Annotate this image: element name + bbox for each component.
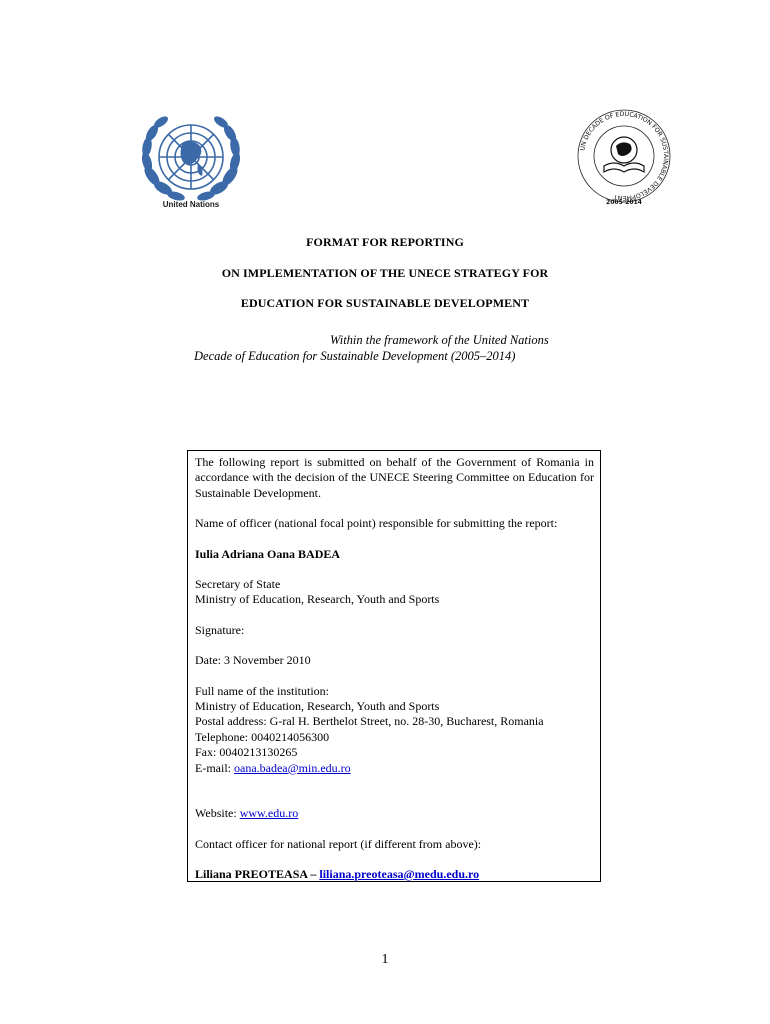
institution-name: Ministry of Education, Research, Youth and Sports [195, 699, 440, 714]
desd-years: 2005-2014 [606, 199, 642, 206]
svg-text:UN DECADE OF EDUCATION FOR SUS [579, 111, 669, 201]
desd-ring-text: UN DECADE OF EDUCATION FOR SUSTAINABLE DEVELOPMENT [579, 110, 670, 202]
telephone: Telephone: 0040214056300 [195, 729, 330, 744]
framework-line-2: Decade of Education for Sustainable Development (2005–2014) [194, 349, 516, 363]
institution-label: Full name of the institution: [195, 683, 329, 698]
un-logo-label: United Nations [162, 200, 220, 209]
report-info-box [187, 450, 601, 882]
page-number: 1 [381, 952, 389, 967]
email-label: E-mail: [195, 760, 234, 775]
officer-ministry: Ministry of Education, Research, Youth and Sports [195, 592, 440, 607]
website-link[interactable]: www.edu.ro [239, 806, 299, 821]
title-line-2: ON IMPLEMENTATION OF THE UNECE STRATEGY FOR [221, 266, 549, 280]
framework-line-1: Within the framework of the United Nations [330, 333, 549, 347]
email-line [195, 761, 594, 776]
postal-address: Postal address: G-ral H. Berthelot Street, no. 28-30, Bucharest, Romania [195, 714, 544, 729]
desd-emblem-icon [572, 104, 676, 208]
officer-position: Secretary of State [195, 577, 281, 592]
report-intro: The following report is submitted on behalf of the Government of Romania in accordance with the decision of the UNECE Steering Committee on Education for Sustainable Development. [195, 455, 594, 500]
contact-label: Contact officer for national report (if different from above): [195, 836, 482, 851]
officer-label: Name of officer (national focal point) responsible for submitting the report: [195, 516, 558, 531]
officer-name: Iulia Adriana Oana BADEA [195, 546, 341, 561]
contact-email-link[interactable]: liliana.preoteasa@medu.edu.ro [319, 866, 480, 881]
un-emblem-icon [138, 108, 244, 212]
contact-name: Liliana PREOTEASA – [195, 866, 320, 881]
title-line-1: FORMAT FOR REPORTING [306, 235, 464, 249]
report-date: Date: 3 November 2010 [195, 653, 311, 668]
website-label: Website: [195, 806, 240, 821]
email-link[interactable]: oana.badea@min.edu.ro [234, 760, 351, 775]
website-line [195, 806, 594, 821]
title-line-3: EDUCATION FOR SUSTAINABLE DEVELOPMENT [240, 296, 530, 310]
fax: Fax: 0040213130265 [195, 745, 298, 760]
signature-label: Signature: [195, 622, 245, 637]
contact-line [195, 867, 594, 882]
